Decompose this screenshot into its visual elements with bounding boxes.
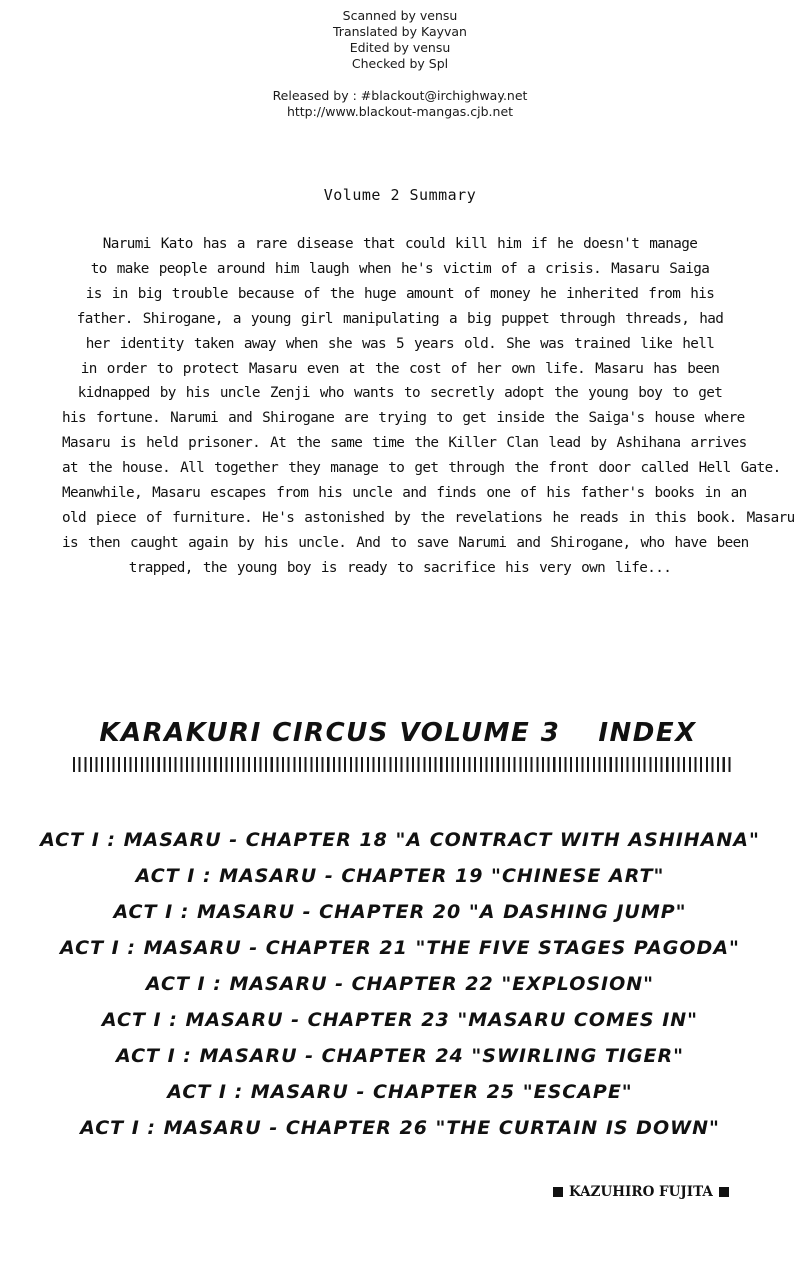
scanlation-credits <box>0 8 800 120</box>
summary-line: Masaru is held prisoner. At the same time the Killer Clan lead by Ashihana arrives <box>62 435 747 452</box>
chapter-entry: ACT I : MASARU - CHAPTER 24 "SWIRLING TIGER" <box>115 1045 685 1067</box>
release-website: http://www.blackout-mangas.cjb.net <box>286 104 514 119</box>
credit-scanned: Scanned by vensu <box>342 8 458 23</box>
chapter-entry: ACT I : MASARU - CHAPTER 20 "A DASHING JUMP" <box>113 901 687 923</box>
summary-line: Meanwhile, Masaru escapes from his uncle and finds one of his father's books in an <box>62 485 747 502</box>
summary-line: at the house. All together they manage to get through the front door called Hell Gate. <box>62 460 781 477</box>
summary-line: old piece of furniture. He's astonished by the revelations he reads in this book. Masaru <box>62 509 795 526</box>
summary-line: her identity taken away when she was 5 years old. She was trained like hell <box>85 335 715 352</box>
square-bullet-icon <box>719 1187 729 1197</box>
chapter-entry: ACT I : MASARU - CHAPTER 18 "A CONTRACT WITH ASHIHANA" <box>40 829 760 851</box>
summary-line: Narumi Kato has a rare disease that could kill him if he doesn't manage <box>102 236 698 252</box>
volume-title: KARAKURI CIRCUS VOLUME 3 <box>99 718 561 748</box>
square-bullet-icon <box>553 1187 563 1197</box>
summary-line: father. Shirogane, a young girl manipulating a big puppet through threads, had <box>76 310 724 327</box>
summary-title: Volume 2 Summary <box>323 186 477 204</box>
tick-divider <box>73 757 734 772</box>
credit-translated: Translated by Kayvan <box>333 24 467 39</box>
author-credit <box>553 1184 729 1200</box>
summary-text <box>62 232 795 581</box>
chapter-entry: ACT I : MASARU - CHAPTER 21 "THE FIVE STAGES PAGODA" <box>60 937 740 959</box>
author-name: KAZUHIRO FUJITA <box>569 1184 713 1200</box>
chapter-entry: ACT I : MASARU - CHAPTER 19 "CHINESE ART" <box>135 865 665 887</box>
index-title <box>0 718 798 748</box>
summary-line: his fortune. Narumi and Shirogane are trying to get inside the Saiga's house where <box>62 410 745 427</box>
summary-line: to make people around him laugh when he's victim of a crisis. Masaru Saiga <box>90 260 710 277</box>
summary-line: is in big trouble because of the huge amount of money he inherited from his <box>85 285 715 302</box>
release-irc: Released by : #blackout@irchighway.net <box>272 88 528 103</box>
credit-checked: Checked by Spl <box>351 56 449 71</box>
chapter-list <box>0 822 800 1146</box>
index-label: INDEX <box>598 718 697 748</box>
credit-edited: Edited by vensu <box>349 40 451 55</box>
summary-line: trapped, the young boy is ready to sacrifice his very own life... <box>128 559 672 576</box>
chapter-entry: ACT I : MASARU - CHAPTER 25 "ESCAPE" <box>167 1081 633 1103</box>
chapter-entry: ACT I : MASARU - CHAPTER 26 "THE CURTAIN IS DOWN" <box>80 1117 720 1139</box>
chapter-entry: ACT I : MASARU - CHAPTER 23 "MASARU COMES IN" <box>101 1009 699 1031</box>
credits-gap <box>0 72 800 88</box>
chapter-entry: ACT I : MASARU - CHAPTER 22 "EXPLOSION" <box>145 973 655 995</box>
summary-line: in order to protect Masaru even at the cost of her own life. Masaru has been <box>80 360 720 377</box>
summary-line: is then caught again by his uncle. And to save Narumi and Shirogane, who have been <box>62 534 749 551</box>
summary-line: kidnapped by his uncle Zenji who wants to secretly adopt the young boy to get <box>77 385 723 402</box>
